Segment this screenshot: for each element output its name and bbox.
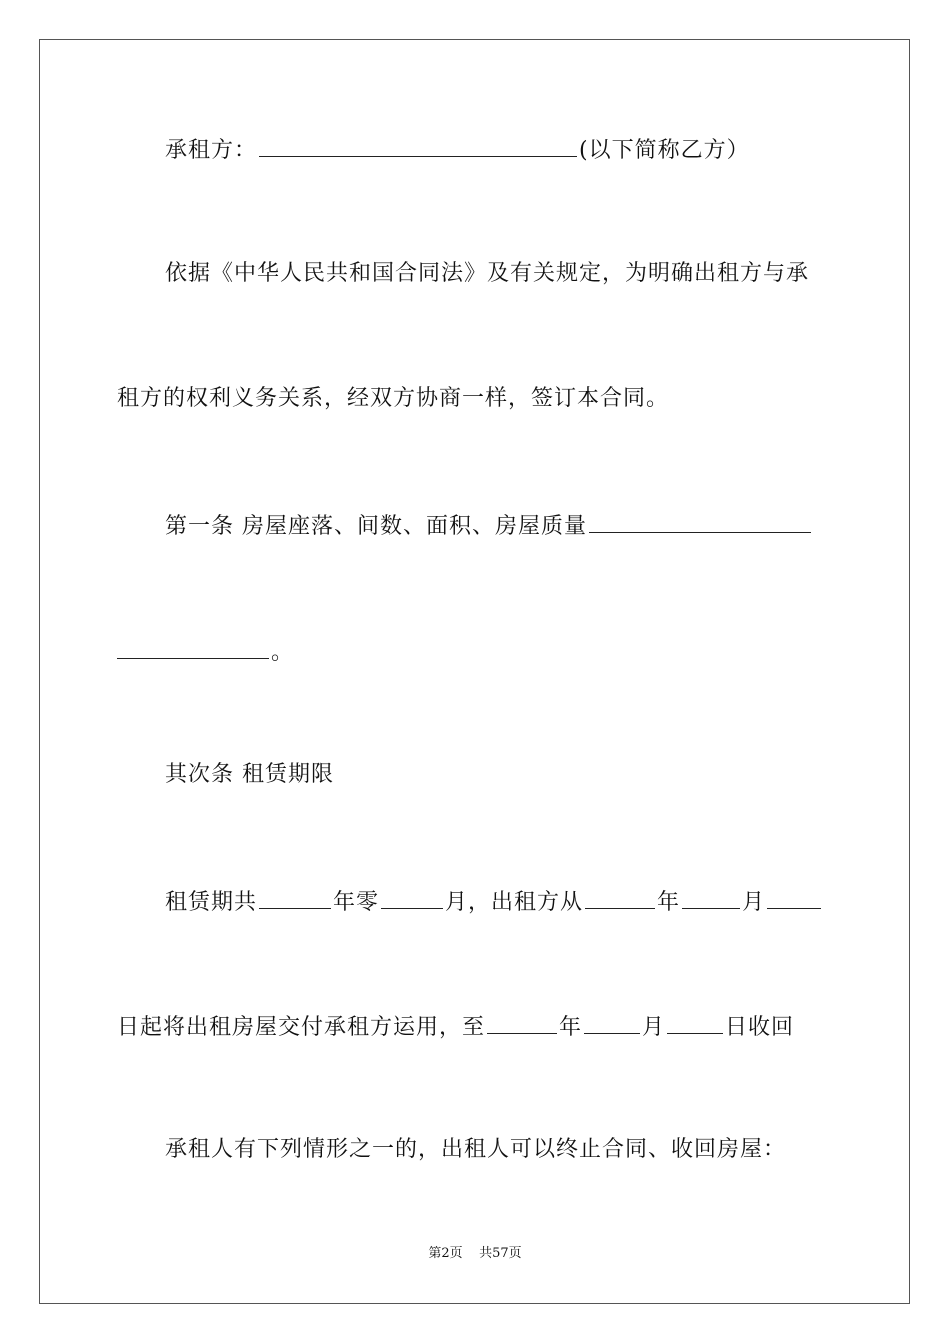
start-year-label: 年 [657, 890, 681, 915]
article-1-line [165, 510, 813, 541]
paragraph-basis-1: 依据《中华人民共和国合同法》及有关规定，为明确出租方与承 [165, 261, 810, 286]
months-blank [381, 886, 443, 909]
page-border [39, 39, 910, 1304]
article-1-title: 第一条 房屋座落、间数、面积、房屋质量 [165, 514, 587, 539]
lessee-line [165, 134, 750, 165]
start-month-blank [682, 886, 740, 909]
end-year-label: 年 [559, 1015, 583, 1040]
article-2-title: 其次条 租赁期限 [165, 762, 334, 787]
page-footer [0, 1245, 950, 1263]
lessee-blank [259, 134, 577, 157]
lessee-abbrev: (以下简称乙方） [579, 138, 750, 163]
lease-term-line [165, 886, 823, 917]
article-1-blank-2 [117, 636, 269, 659]
start-year-blank [585, 886, 655, 909]
start-day-blank [767, 886, 821, 909]
end-month-label: 月 [642, 1015, 666, 1040]
lease-term-label: 租赁期共 [165, 890, 258, 915]
paragraph-basis-2: 租方的权利义务关系，经双方协商一样，签订本合同。 [117, 386, 670, 411]
article-1-continuation [117, 636, 294, 667]
lessee-label: 承租方： [165, 138, 258, 163]
start-month-label: 月 [742, 890, 766, 915]
end-day-blank [667, 1011, 723, 1034]
years-blank [259, 886, 331, 909]
article-1-blank [589, 510, 811, 533]
total-pages: 共57页 [479, 1246, 522, 1261]
article-1-end: 。 [271, 640, 295, 665]
termination-clause: 承租人有下列情形之一的，出租人可以终止合同、收回房屋： [165, 1137, 787, 1162]
end-year-blank [487, 1011, 557, 1034]
end-month-blank [584, 1011, 640, 1034]
lease-term-line-2 [117, 1011, 794, 1042]
page-number: 第2页 [428, 1246, 463, 1261]
start-label: 月，出租方从 [445, 890, 584, 915]
years-label: 年零 [333, 890, 380, 915]
handover-text: 日起将出租房屋交付承租方运用，至 [117, 1015, 486, 1040]
end-day-label: 日收回 [725, 1015, 795, 1040]
